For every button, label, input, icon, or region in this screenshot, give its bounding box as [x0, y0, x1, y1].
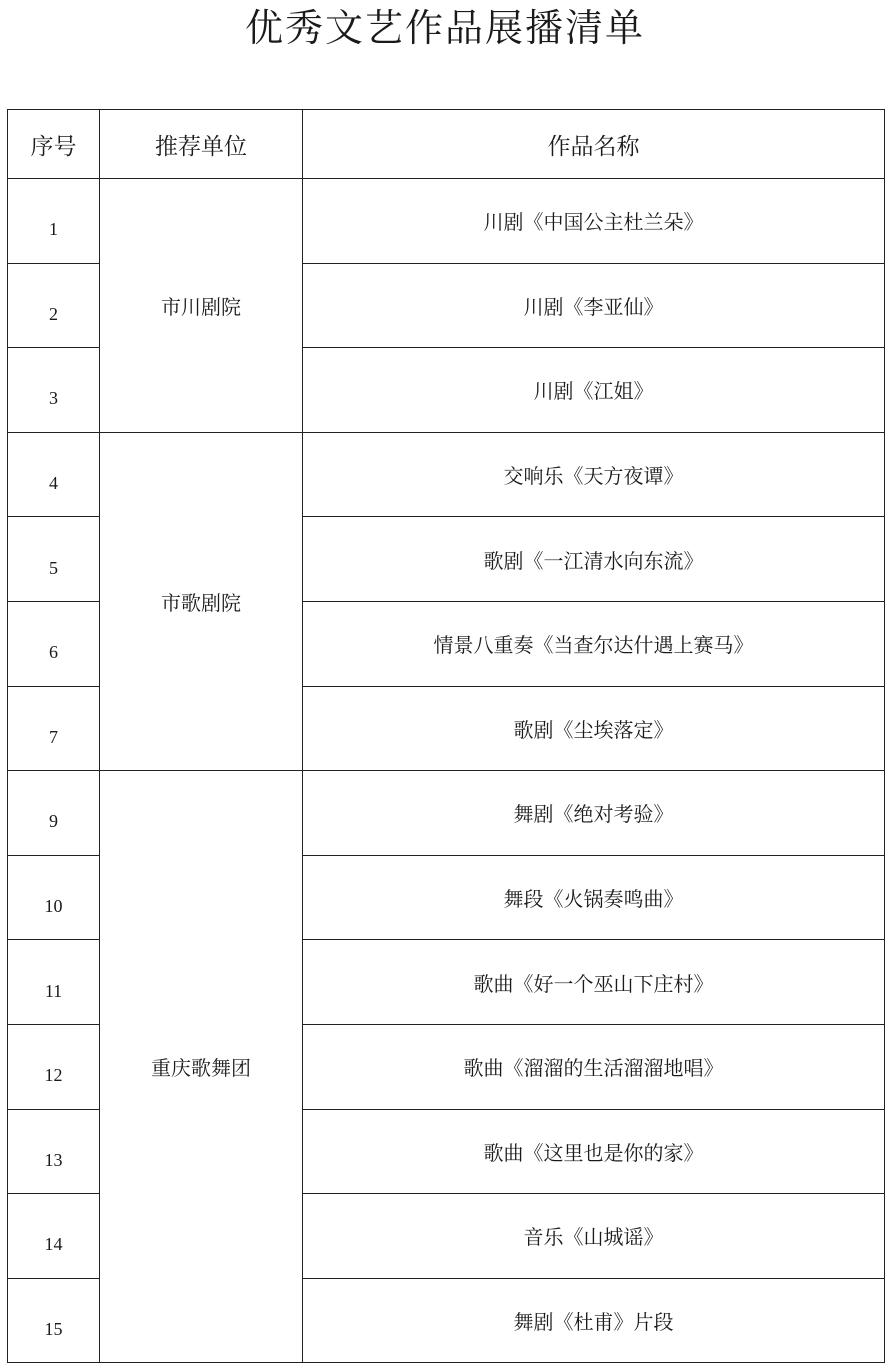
row-number: 11: [8, 940, 100, 1025]
unit-cell: 市川剧院: [100, 179, 303, 433]
table-row: [8, 432, 885, 517]
work-name: 歌剧《尘埃落定》: [303, 686, 885, 771]
work-name: 川剧《江姐》: [303, 348, 885, 433]
work-name: 歌剧《一江清水向东流》: [303, 517, 885, 602]
row-number: 15: [8, 1278, 100, 1363]
row-number: 6: [8, 601, 100, 686]
work-name: 舞剧《绝对考验》: [303, 771, 885, 856]
row-number: 5: [8, 517, 100, 602]
header-row: [8, 110, 885, 179]
row-number: 9: [8, 771, 100, 856]
row-number: 4: [8, 432, 100, 517]
works-table: [7, 109, 885, 1363]
row-number: 10: [8, 855, 100, 940]
work-name: 歌曲《溜溜的生活溜溜地唱》: [303, 1024, 885, 1109]
work-name: 舞段《火锅奏鸣曲》: [303, 855, 885, 940]
header-work: 作品名称: [303, 110, 885, 179]
row-number: 3: [8, 348, 100, 433]
work-name: 川剧《李亚仙》: [303, 263, 885, 348]
row-number: 12: [8, 1024, 100, 1109]
row-number: 14: [8, 1194, 100, 1279]
work-name: 交响乐《天方夜谭》: [303, 432, 885, 517]
work-name: 情景八重奏《当查尔达什遇上赛马》: [303, 601, 885, 686]
work-name: 川剧《中国公主杜兰朵》: [303, 179, 885, 264]
work-name: 舞剧《杜甫》片段: [303, 1278, 885, 1363]
work-name: 歌曲《好一个巫山下庄村》: [303, 940, 885, 1025]
header-no: 序号: [8, 110, 100, 179]
table-row: [8, 771, 885, 856]
page-title: 优秀文艺作品展播清单: [244, 6, 645, 50]
table-row: [8, 179, 885, 264]
unit-cell: 市歌剧院: [100, 432, 303, 770]
row-number: 1: [8, 179, 100, 264]
work-name: 歌曲《这里也是你的家》: [303, 1109, 885, 1194]
row-number: 13: [8, 1109, 100, 1194]
header-unit: 推荐单位: [100, 110, 303, 179]
work-name: 音乐《山城谣》: [303, 1194, 885, 1279]
unit-cell: 重庆歌舞团: [100, 771, 303, 1363]
row-number: 7: [8, 686, 100, 771]
row-number: 2: [8, 263, 100, 348]
